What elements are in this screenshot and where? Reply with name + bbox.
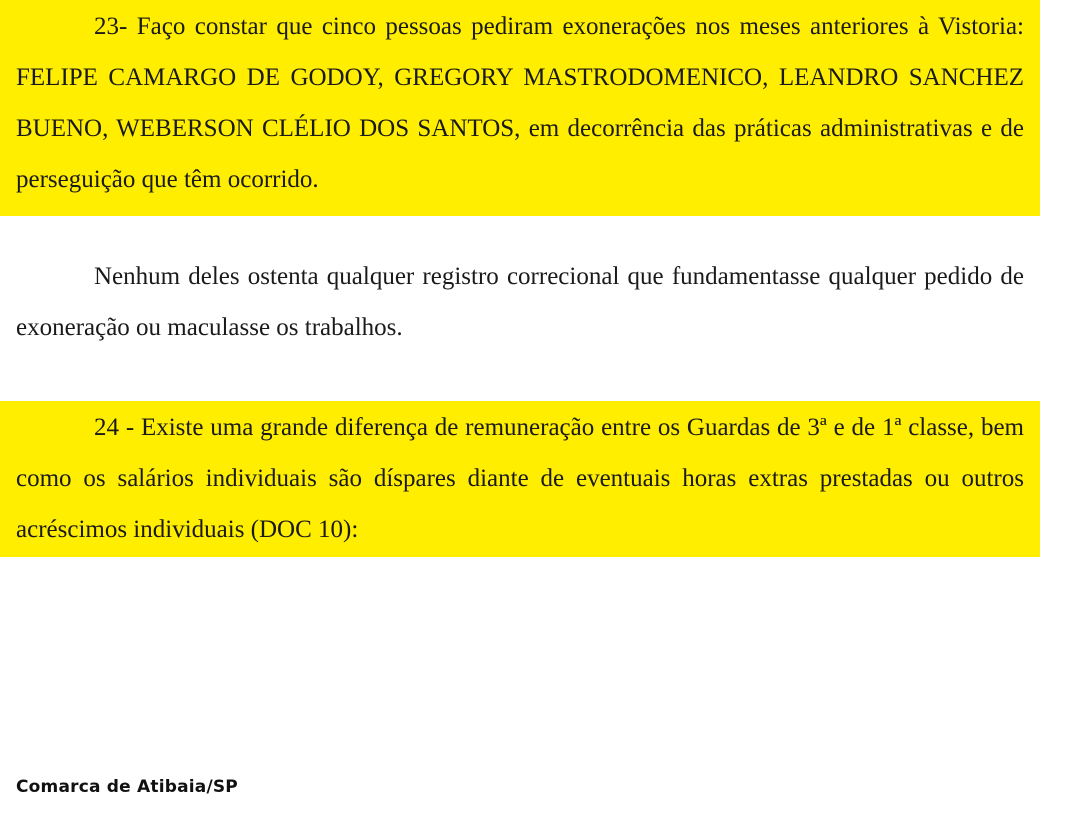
paragraph-nenhum bbox=[0, 251, 1040, 353]
page-footer: Comarca de Atibaia/SP bbox=[16, 777, 238, 797]
paragraph-nenhum-text: Nenhum deles ostenta qualquer registro correcional que fundamentasse qualquer pedido de exoneração ou maculasse os trabalhos. bbox=[16, 263, 1024, 341]
paragraph-23-text: 23- Faço constar que cinco pessoas pediram exonerações nos meses anteriores à Vistoria: FELIPE CAMARGO DE GODOY, GREGORY MASTRODOMENICO, LEANDRO SANCHEZ BUENO, WEBERSON CLÉLIO DOS SANTOS, em decorrência das práticas administrativas e de perseguição que têm ocorrido. bbox=[16, 13, 1024, 193]
highlighted-paragraph-24 bbox=[0, 401, 1040, 557]
paragraph-24-text: 24 - Existe uma grande diferença de remuneração entre os Guardas de 3ª e de 1ª classe, bem como os salários individuais são díspares diante de eventuais horas extras prestadas ou outros acréscimos individuais (DOC 10): bbox=[16, 414, 1024, 543]
highlighted-paragraph-23 bbox=[0, 0, 1040, 216]
